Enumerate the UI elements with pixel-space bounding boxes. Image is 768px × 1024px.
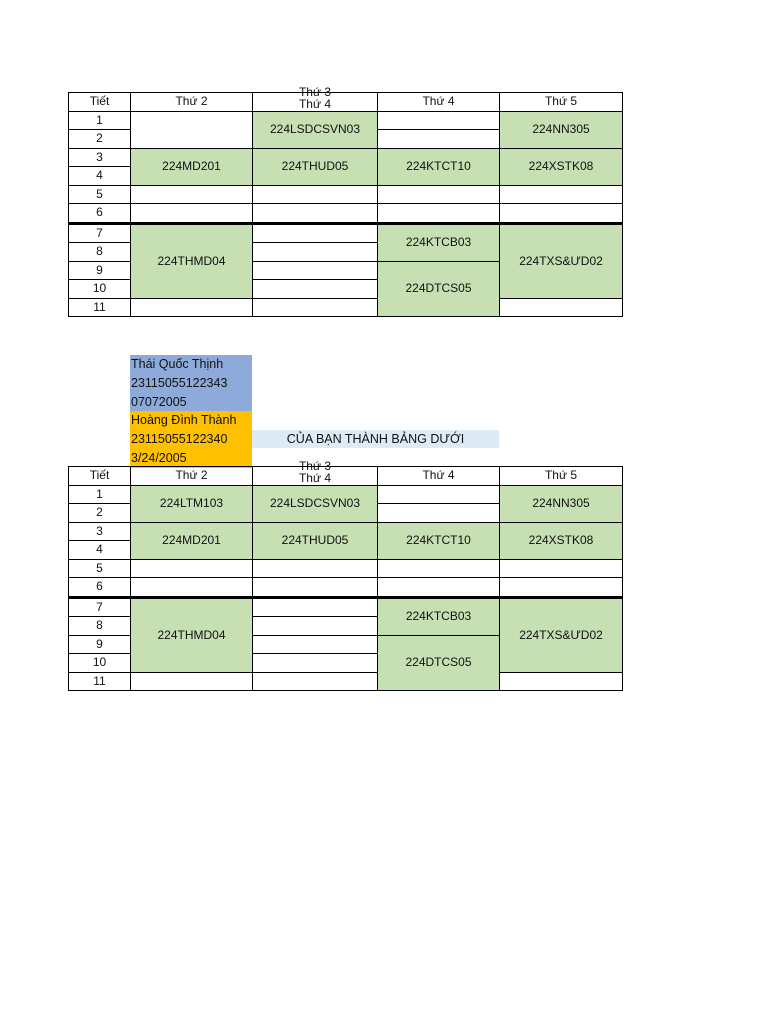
- class-cell[interactable]: 224MD201: [131, 522, 253, 559]
- empty-cell[interactable]: [131, 185, 253, 204]
- empty-cell[interactable]: [500, 578, 623, 598]
- empty-cell[interactable]: [378, 111, 500, 130]
- class-cell[interactable]: 224THMD04: [131, 597, 253, 672]
- empty-cell[interactable]: [253, 672, 378, 691]
- class-cell[interactable]: 224XSTK08: [500, 522, 623, 559]
- class-cell[interactable]: 224DTCS05: [378, 261, 500, 317]
- monday-period-1-2[interactable]: [131, 111, 253, 148]
- empty-cell[interactable]: [378, 504, 500, 523]
- period-cell: 1: [69, 485, 131, 504]
- header-tuesday-label: Thứ 3: [298, 85, 332, 100]
- empty-cell[interactable]: [500, 298, 623, 317]
- empty-cell[interactable]: [253, 635, 378, 654]
- class-cell[interactable]: 224LSDCSVN03: [253, 485, 378, 522]
- period-cell: 1: [69, 111, 131, 130]
- person1-id: 23115055122343: [130, 374, 252, 393]
- period-cell: 3: [69, 148, 131, 167]
- class-cell[interactable]: 224TXS&ƯD02: [500, 223, 623, 298]
- empty-cell[interactable]: [131, 559, 253, 578]
- empty-cell[interactable]: [253, 559, 378, 578]
- empty-cell[interactable]: [131, 298, 253, 317]
- empty-cell[interactable]: [500, 204, 623, 224]
- period-cell: 8: [69, 617, 131, 636]
- empty-cell[interactable]: [500, 185, 623, 204]
- class-cell[interactable]: 224LTM103: [131, 485, 253, 522]
- header-thursday: Thứ 5: [500, 467, 623, 486]
- person2-dob: 3/24/2005: [130, 449, 252, 468]
- empty-cell[interactable]: [253, 185, 378, 204]
- period-cell: 11: [69, 672, 131, 691]
- class-cell[interactable]: 224LSDCSVN03: [253, 111, 378, 148]
- empty-cell[interactable]: [131, 578, 253, 598]
- person1-dob: 07072005: [130, 393, 252, 412]
- header-tuesday-label: Thứ 3: [298, 459, 332, 474]
- class-cell[interactable]: 224TXS&ƯD02: [500, 597, 623, 672]
- header-wednesday: Thứ 4: [378, 467, 500, 486]
- person2-name: Hoàng Đình Thành: [130, 411, 252, 430]
- empty-cell[interactable]: [378, 485, 500, 504]
- period-cell: 6: [69, 578, 131, 598]
- header-tuesday: [253, 459, 378, 486]
- header-tuesday: [253, 85, 378, 112]
- header-monday: Thứ 2: [131, 467, 253, 486]
- class-cell[interactable]: 224DTCS05: [378, 635, 500, 691]
- empty-cell[interactable]: [253, 617, 378, 636]
- header-tuesday-overlap-label: Thứ 4: [298, 97, 332, 112]
- class-cell[interactable]: 224XSTK08: [500, 148, 623, 185]
- empty-cell[interactable]: [500, 559, 623, 578]
- empty-cell[interactable]: [378, 578, 500, 598]
- empty-cell[interactable]: [253, 204, 378, 224]
- class-cell[interactable]: 224NN305: [500, 485, 623, 522]
- period-cell: 5: [69, 559, 131, 578]
- period-cell: 8: [69, 243, 131, 262]
- empty-cell[interactable]: [253, 298, 378, 317]
- empty-cell[interactable]: [131, 672, 253, 691]
- period-cell: 2: [69, 130, 131, 149]
- header-monday: Thứ 2: [131, 93, 253, 112]
- class-cell[interactable]: 224THMD04: [131, 223, 253, 298]
- class-cell[interactable]: 224KTCB03: [378, 597, 500, 635]
- class-cell[interactable]: 224KTCT10: [378, 148, 500, 185]
- empty-cell[interactable]: [378, 130, 500, 149]
- period-cell: 10: [69, 654, 131, 673]
- empty-cell[interactable]: [253, 578, 378, 598]
- class-cell[interactable]: 224NN305: [500, 111, 623, 148]
- timetable-2: [68, 459, 623, 691]
- empty-cell[interactable]: [253, 280, 378, 299]
- empty-cell[interactable]: [253, 243, 378, 262]
- header-wednesday: Thứ 4: [378, 93, 500, 112]
- class-cell[interactable]: 224MD201: [131, 148, 253, 185]
- period-cell: 9: [69, 261, 131, 280]
- period-cell: 5: [69, 185, 131, 204]
- empty-cell[interactable]: [253, 654, 378, 673]
- header-period: Tiết: [69, 467, 131, 486]
- empty-cell[interactable]: [253, 261, 378, 280]
- person2-id: 23115055122340: [130, 430, 252, 449]
- class-cell[interactable]: 224KTCB03: [378, 223, 500, 261]
- note-label: CỦA BẠN THÀNH BẢNG DƯỚI: [252, 430, 499, 448]
- class-cell[interactable]: 224THUD05: [253, 148, 378, 185]
- period-cell: 11: [69, 298, 131, 317]
- header-period: Tiết: [69, 93, 131, 112]
- period-cell: 9: [69, 635, 131, 654]
- period-cell: 6: [69, 204, 131, 224]
- period-cell: 4: [69, 541, 131, 560]
- period-cell: 3: [69, 522, 131, 541]
- period-cell: 7: [69, 597, 131, 617]
- period-cell: 7: [69, 223, 131, 243]
- timetable-1: [68, 85, 623, 317]
- header-tuesday-overlap-label: Thứ 4: [298, 471, 332, 486]
- empty-cell[interactable]: [253, 597, 378, 617]
- header-thursday: Thứ 5: [500, 93, 623, 112]
- class-cell[interactable]: 224KTCT10: [378, 522, 500, 559]
- period-cell: 10: [69, 280, 131, 299]
- period-cell: 4: [69, 167, 131, 186]
- empty-cell[interactable]: [378, 185, 500, 204]
- period-cell: 2: [69, 504, 131, 523]
- class-cell[interactable]: 224THUD05: [253, 522, 378, 559]
- empty-cell[interactable]: [500, 672, 623, 691]
- person1-name: Thái Quốc Thịnh: [130, 355, 252, 374]
- empty-cell[interactable]: [378, 559, 500, 578]
- empty-cell[interactable]: [253, 223, 378, 243]
- empty-cell[interactable]: [378, 204, 500, 224]
- empty-cell[interactable]: [131, 204, 253, 224]
